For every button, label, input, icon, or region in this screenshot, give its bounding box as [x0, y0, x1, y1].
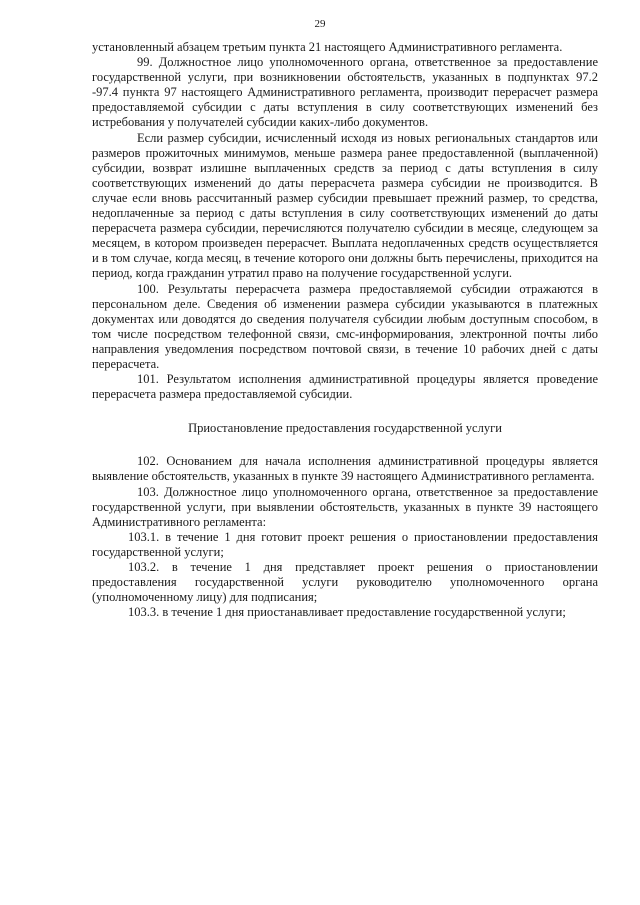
paragraph-100: 100. Результаты перерасчета размера предоставляемой субсидии отражаются в персональном деле. Сведения об изменении размера субсидии указываются в платежных документах или доводятся до сведения получателя субсидии любым доступным способом, в том числе посредством телефонной связи, смс-информирования, электронной почты либо направления уведомления посредством почтовой связи, в течение 10 рабочих дней с даты перерасчета. [92, 281, 598, 371]
paragraph-101: 101. Результатом исполнения административной процедуры является проведение перерасчета размера предоставляемой субсидии. [92, 372, 598, 402]
page-number: 29 [314, 18, 326, 30]
paragraph-subsidy-recalculation: Если размер субсидии, исчисленный исходя из новых региональных стандартов или размеров прожиточных минимумов, меньше размера ранее предоставленной (выплаченной) субсидии, возврат излишне выплаченных средств за период с даты вступления в силу соответствующих изменений до даты перерасчета размера субсидии не производится. В случае если вновь рассчитанный размер субсидии превышает прежний размер, то средства, недоплаченные за период с даты вступления в силу соответствующих изменений до даты перерасчета размера субсидии, перечисляются получателю субсидии в месяце, следующем за месяцем, в котором произведен перерасчет. Выплата недоплаченных средств осуществляется и в том случае, когда месяц, в течение которого они должны быть перечислены, приходится на период, когда гражданин утратил право на получение государственной услуги. [92, 130, 598, 281]
section-heading: Приостановление предоставления государственной услуги [188, 421, 502, 436]
paragraph-103-1: 103.1. в течение 1 дня готовит проект решения о приостановлении предоставления государственной услуги; [92, 529, 598, 559]
document-body [92, 40, 598, 620]
paragraph-103-2: 103.2. в течение 1 дня представляет проект решения о приостановлении предоставления государственной услуги руководителю уполномоченного органа (уполномоченному лицу) для подписания; [92, 560, 598, 605]
paragraph-continuation: установленный абзацем третьим пункта 21 настоящего Административного регламента. [92, 40, 563, 54]
paragraph-103: 103. Должностное лицо уполномоченного органа, ответственное за предоставление государственной услуги, при выявлении обстоятельств, указанных в пункте 39 настоящего Административного регламента: [92, 484, 598, 529]
paragraph-103-3: 103.3. в течение 1 дня приостанавливает предоставление государственной услуги; [128, 605, 566, 620]
paragraph-102: 102. Основанием для начала исполнения административной процедуры является выявление обстоятельств, указанных в пункте 39 настоящего Административного регламента. [92, 454, 598, 484]
paragraph-99: 99. Должностное лицо уполномоченного органа, ответственное за предоставление государственной услуги, при возникновении обстоятельств, указанных в подпунктах 97.2 -97.4 пункта 97 настоящего Административного регламента, производит перерасчет размера предоставляемой субсидии с даты вступления в силу соответствующих изменений без истребования у получателей субсидии каких-либо документов. [92, 55, 598, 130]
